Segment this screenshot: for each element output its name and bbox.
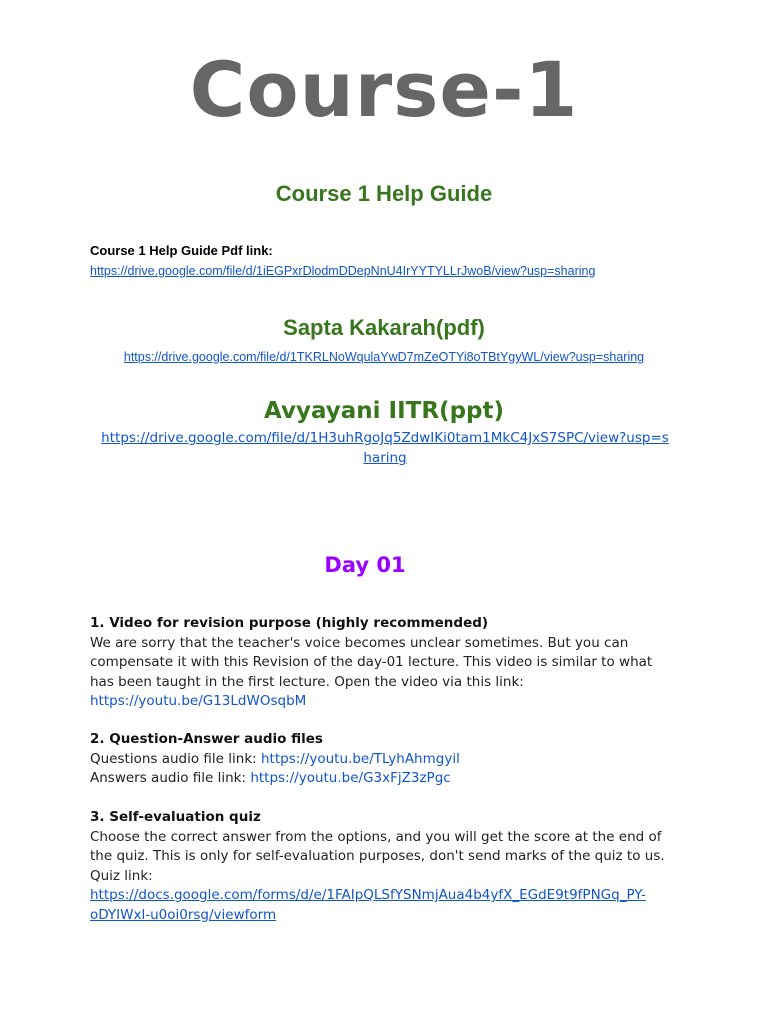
page-title: Course-1 <box>189 45 579 134</box>
help-guide-heading: Course 1 Help Guide <box>275 181 493 206</box>
avyayani-link[interactable] <box>90 428 680 468</box>
help-guide-pdf-label: Course 1 Help Guide Pdf link: <box>90 243 273 258</box>
avyayani-link-line1[interactable]: https://drive.google.com/file/d/1H3uhRgoJq5ZdwIKi0tam1MkC4JxS7SPC/view?usp=s <box>101 430 669 446</box>
answers-audio-label: Answers audio file link: <box>90 770 251 786</box>
questions-audio-link[interactable]: https://youtu.be/TLyhAhmgyil <box>260 750 460 767</box>
section-revision-title: 1. Video for revision purpose (highly recommended) <box>90 615 489 631</box>
section-revision-text-3: has been taught in the first lecture. Open the video via this link: <box>90 673 524 690</box>
section-revision-video <box>90 614 680 712</box>
section-quiz <box>90 808 680 925</box>
help-guide-pdf-link[interactable]: https://drive.google.com/file/d/1iEGPxrDlodmDDepNnU4IrYYTYLLrJwoB/view?usp=sharing <box>90 264 596 278</box>
revision-video-link[interactable]: https://youtu.be/G13LdWOsqbM <box>90 693 307 709</box>
section-audio-files <box>90 730 680 789</box>
avyayani-heading: Avyayani IITR(ppt) <box>263 398 505 424</box>
sapta-kakarah-link[interactable]: https://drive.google.com/file/d/1TKRLNoWqulaYwD7mZeOTYi8oTBtYgyWL/view?usp=sharing <box>123 350 645 364</box>
section-quiz-text-3: Quiz link: <box>90 867 153 884</box>
day-heading: Day 01 <box>324 553 406 577</box>
section-revision-text-2: compensate it with this Revision of the day-01 lecture. This video is similar to what <box>90 654 653 670</box>
section-audio-title: 2. Question-Answer audio files <box>90 731 323 747</box>
section-quiz-title: 3. Self-evaluation quiz <box>90 809 261 825</box>
questions-audio-label: Questions audio file link: <box>90 750 261 767</box>
quiz-link-line2[interactable]: oDYIWxl-u0oi0rsg/viewform <box>90 906 277 923</box>
avyayani-link-line2[interactable]: haring <box>363 450 407 466</box>
section-quiz-text-2: the quiz. This is only for self-evaluation purposes, don't send marks of the quiz to us. <box>90 848 665 864</box>
section-quiz-text-1: Choose the correct answer from the options, and you will get the score at the end of <box>90 828 662 845</box>
answers-audio-link[interactable]: https://youtu.be/G3xFjZ3zPgc <box>250 770 451 786</box>
sapta-kakarah-link-row <box>0 346 768 365</box>
quiz-link-line1[interactable]: https://docs.google.com/forms/d/e/1FAIpQLSfYSNmjAua4b4yfX_EGdE9t9fPNGq_PY- <box>90 887 646 903</box>
sapta-kakarah-heading: Sapta Kakarah(pdf) <box>283 315 485 340</box>
section-revision-text-1: We are sorry that the teacher's voice becomes unclear sometimes. But you can <box>90 634 629 651</box>
